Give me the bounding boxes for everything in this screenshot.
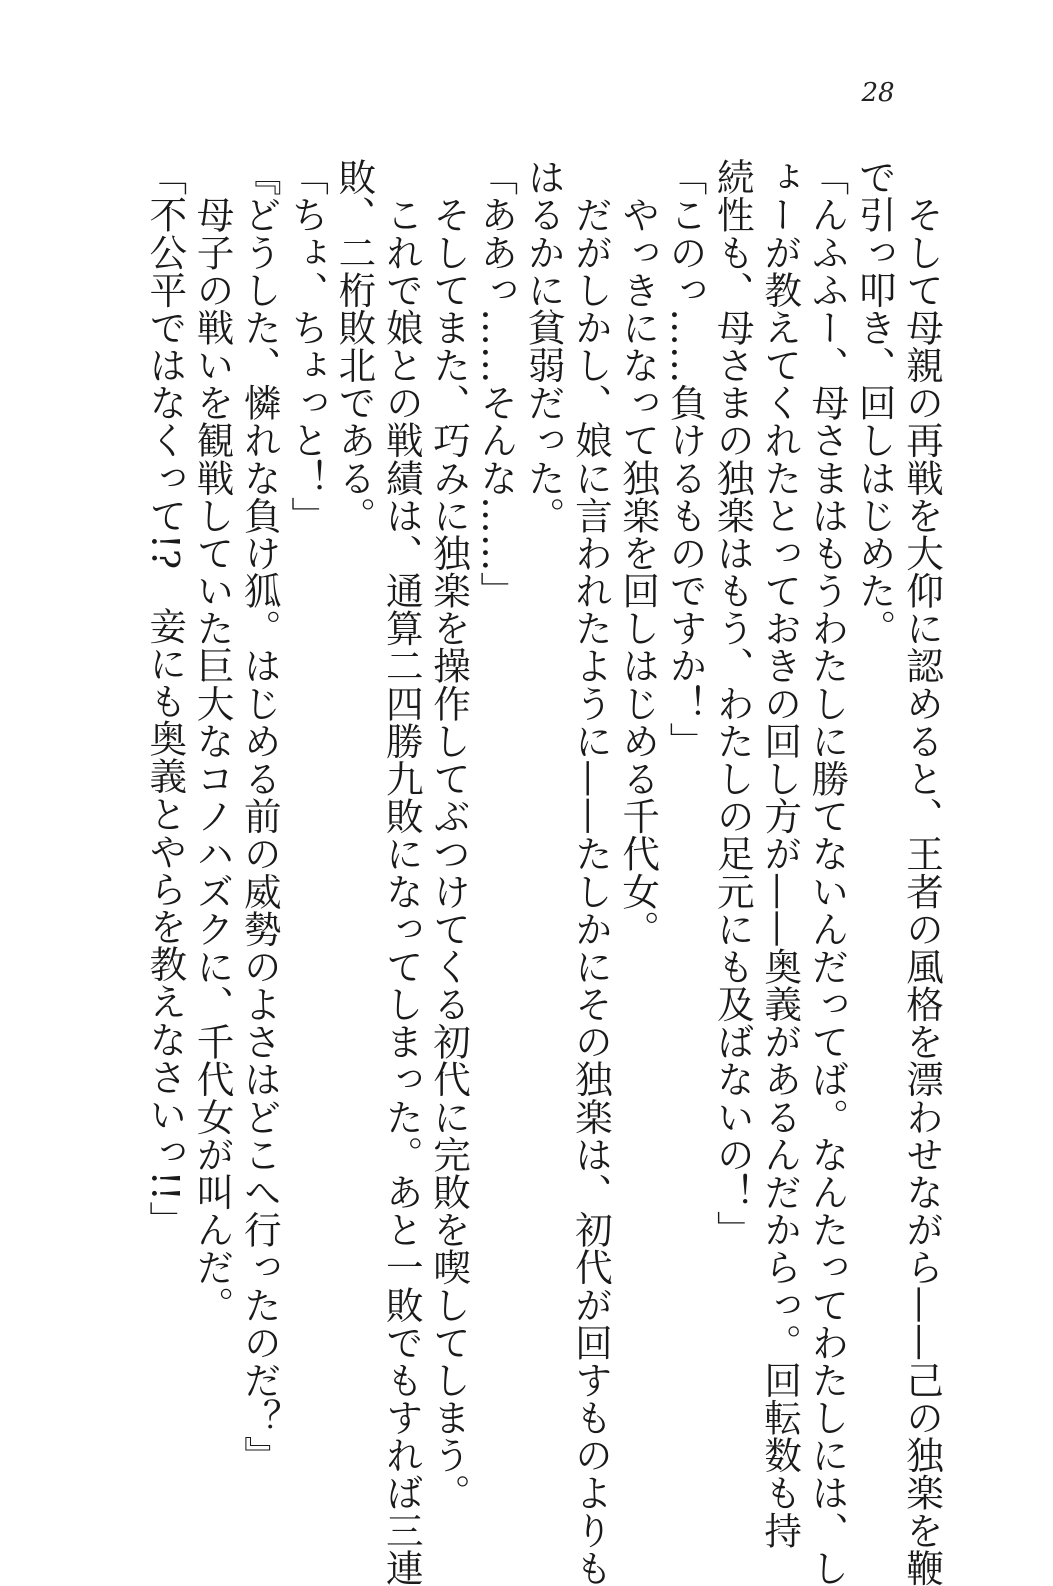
text-line: 『どうした、憐れな負け狐。はじめる前の威勢のよさはどこへ行ったのだ？』 (237, 158, 282, 1474)
text-line: そして母親の再戦を大仰に認めると、王者の風格を漂わせながら——己の独楽を鞭 (900, 158, 944, 1586)
text-line: で引っ叩き、回しはじめた。 (852, 158, 897, 647)
page-number: 28 (861, 78, 895, 108)
text-line: 敗、二桁敗北である。 (332, 158, 377, 534)
text-line: 「このっ……負けるものですか！」 (663, 158, 708, 760)
text-line: 「ちょ、ちょっと！」 (285, 158, 330, 534)
text-line: 「んふふー、母さまはもうわたしに勝てないんだってば。なんたってわたしには、し (805, 158, 850, 1586)
text-line: そしてまた、巧みに独楽を操作してぶつけてくる初代に完敗を喫してしまう。 (427, 158, 472, 1512)
text-line: 母子の戦いを観戦していた巨大なコノハズクに、千代女が叫んだ。 (190, 158, 235, 1324)
text-line: 「不公平ではなくって!? 妾にも奥義とやらを教えなさいっ!!」 (143, 158, 188, 1239)
text-line: はるかに貧弱だった。 (521, 158, 566, 534)
body-text (141, 158, 945, 1586)
text-line: 続性も、母さまの独楽はもう、わたしの足元にも及ばないの！」 (710, 158, 755, 1249)
text-line: やっきになって独楽を回しはじめる千代女。 (616, 158, 661, 948)
text-line: ょーが教えてくれたとっておきの回し方が——奥義があるんだからっ。回転数も持 (758, 158, 803, 1549)
text-line: これで娘との戦績は、通算二四勝九敗になってしまった。あと一敗でもすれば三連 (379, 158, 424, 1586)
text-line: だがしかし、娘に言われたように——たしかにその独楽は、初代が回すものよりも (568, 158, 613, 1586)
text-line: 「ああっ……そんな……」 (474, 158, 519, 610)
